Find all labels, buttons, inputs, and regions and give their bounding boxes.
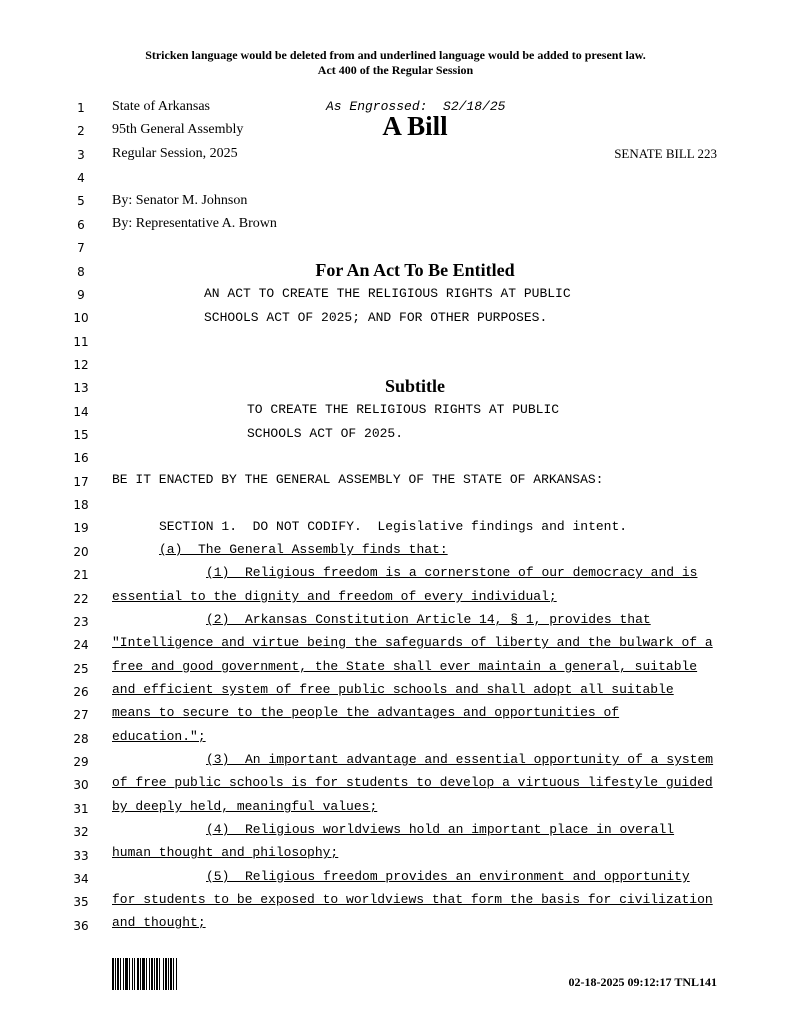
line-number: 32 [73, 825, 89, 840]
line-number: 8 [77, 264, 85, 279]
finding-2-cont-5: education."; [112, 729, 206, 744]
house-sponsor: By: Representative A. Brown [112, 216, 277, 231]
line-number: 18 [73, 498, 89, 513]
line-number: 31 [73, 801, 89, 816]
line-number: 7 [77, 241, 85, 256]
line-number: 27 [73, 708, 89, 723]
enacting-clause: BE IT ENACTED BY THE GENERAL ASSEMBLY OF THE STATE OF ARKANSAS: [112, 472, 604, 487]
line-number: 33 [73, 848, 89, 863]
line-number: 2 [77, 124, 85, 139]
line-number: 36 [73, 918, 89, 933]
line-number: 4 [77, 171, 85, 186]
line-number: 19 [73, 521, 89, 536]
line-number: 16 [73, 451, 89, 466]
finding-3-cont-1: of free public schools is for students to develop a virtuous lifestyle guided [112, 775, 713, 790]
act-title-line-1: AN ACT TO CREATE THE RELIGIOUS RIGHTS AT PUBLIC [204, 286, 571, 301]
subsection-a: (a) The General Assembly finds that: [159, 542, 448, 557]
amendment-notice: Stricken language would be deleted from and underlined language would be added to present law. [145, 48, 646, 62]
line-number: 21 [73, 568, 89, 583]
line-number: 14 [73, 404, 89, 419]
senate-sponsor: By: Senator M. Johnson [112, 193, 248, 208]
line-number: 15 [73, 428, 89, 443]
line-number: 1 [77, 101, 85, 115]
finding-2-cont-2: free and good government, the State shall ever maintain a general, suitable [112, 659, 698, 674]
line-number: 30 [73, 778, 89, 793]
finding-2-cont-3: and efficient system of free public schools and shall adopt all suitable [112, 682, 674, 697]
line-number: 28 [73, 731, 89, 746]
subtitle-line-1: TO CREATE THE RELIGIOUS RIGHTS AT PUBLIC [247, 402, 560, 417]
engrossed-date: As Engrossed: S2/18/25 [326, 99, 506, 114]
line-number: 17 [73, 474, 89, 489]
act-number: Act 400 of the Regular Session [317, 63, 474, 77]
line-number: 12 [73, 357, 89, 372]
subtitle-line-2: SCHOOLS ACT OF 2025. [247, 426, 404, 441]
barcode-image [112, 958, 210, 990]
general-assembly: 95th General Assembly [112, 122, 244, 137]
state-name: State of Arkansas [112, 99, 210, 114]
line-number: 34 [73, 871, 89, 886]
line-number: 13 [73, 381, 89, 396]
finding-5-cont-1: for students to be exposed to worldviews that form the basis for civilization [112, 892, 713, 907]
finding-2: (2) Arkansas Constitution Article 14, § 1, provides that [206, 612, 651, 627]
finding-1: (1) Religious freedom is a cornerstone of our democracy and is [206, 565, 698, 580]
bill-title: A Bill [382, 111, 448, 141]
finding-5-cont-2: and thought; [112, 915, 206, 930]
act-title-line-2: SCHOOLS ACT OF 2025; AND FOR OTHER PURPOSES. [204, 310, 548, 325]
act-heading: For An Act To Be Entitled [315, 260, 515, 280]
finding-2-cont-4: means to secure to the people the advantages and opportunities of [112, 705, 620, 720]
line-number: 29 [73, 755, 89, 770]
line-number: 25 [73, 661, 89, 676]
line-number: 9 [77, 287, 85, 302]
line-number: 26 [73, 685, 89, 699]
bill-number: SENATE BILL 223 [614, 146, 717, 161]
line-number: 6 [77, 217, 85, 232]
line-number: 10 [73, 311, 89, 326]
line-number: 22 [73, 591, 89, 606]
footer-timestamp: 02-18-2025 09:12:17 TNL141 [568, 975, 717, 989]
section-1-heading: SECTION 1. DO NOT CODIFY. Legislative findings and intent. [159, 519, 628, 534]
subtitle-heading: Subtitle [384, 376, 445, 396]
finding-1-cont: essential to the dignity and freedom of every individual; [112, 589, 557, 604]
finding-4-cont: human thought and philosophy; [112, 845, 339, 860]
finding-2-cont-1: "Intelligence and virtue being the safeguards of liberty and the bulwark of a [112, 635, 713, 650]
finding-5: (5) Religious freedom provides an environment and opportunity [206, 869, 690, 884]
finding-3-cont-2: by deeply held, meaningful values; [112, 799, 378, 814]
line-number: 35 [73, 895, 89, 910]
finding-4: (4) Religious worldviews hold an important place in overall [206, 822, 675, 837]
line-number: 23 [73, 614, 89, 629]
line-number: 5 [77, 194, 85, 209]
session: Regular Session, 2025 [112, 146, 238, 161]
line-number: 20 [73, 544, 89, 559]
finding-3: (3) An important advantage and essential opportunity of a system [206, 752, 714, 767]
line-number: 11 [73, 334, 89, 349]
line-number: 3 [77, 147, 85, 162]
line-number: 24 [73, 638, 89, 653]
